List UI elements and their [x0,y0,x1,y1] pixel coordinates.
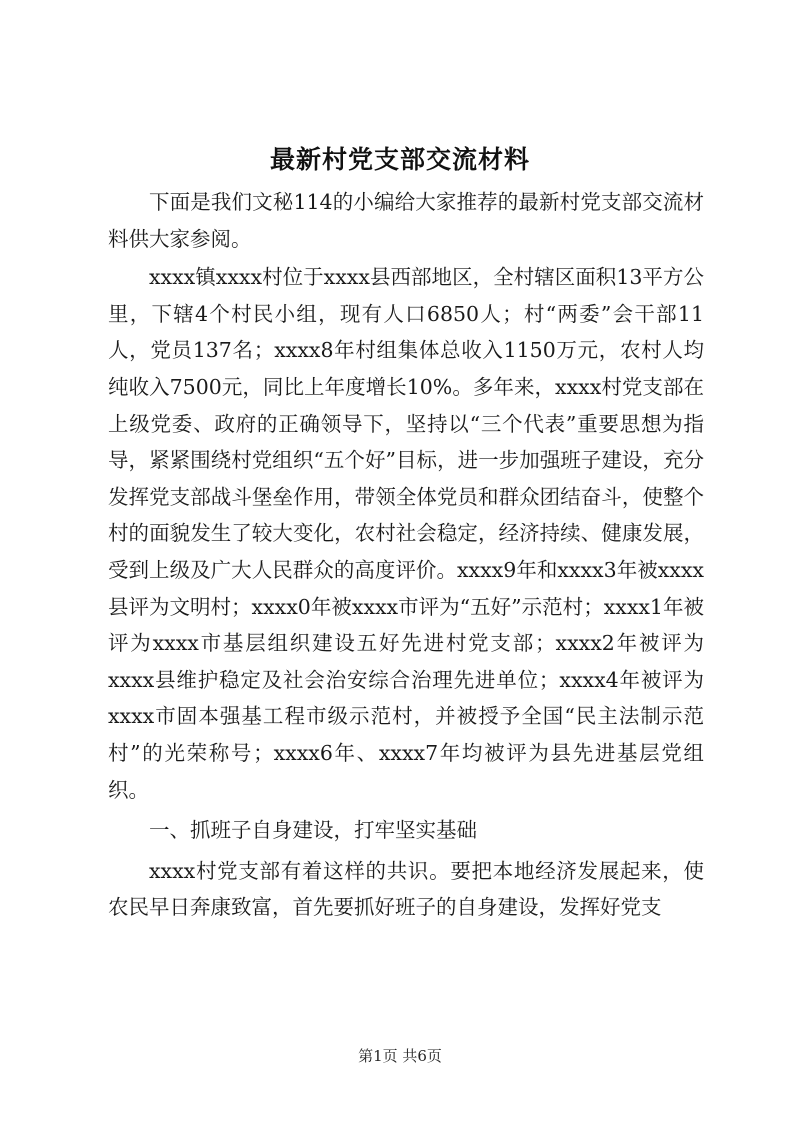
village-overview-paragraph: xxxx镇xxxx村位于xxxx县西部地区，全村辖区面积13平方公里，下辖4个村民小组，现有人口6850人；村“两委”会干部11人，党员137名；xxxx8年村组集体总收入1150万元，农村人均纯收入7500元，同比上年度增长10%。多年来，xxxx村党支部在上级党委、政府的正确领导下，坚持以“三个代表”重要思想为指导，紧紧围绕村党组织“五个好”目标，进一步加强班子建设，充分发挥党支部战斗堡垒作用，带领全体党员和群众团结奋斗，使整个村的面貌发生了较大变化，农村社会稳定，经济持续、健康发展，受到上级及广大人民群众的高度评价。xxxx9年和xxxx3年被xxxx县评为文明村；xxxx0年被xxxx市评为“五好”示范村；xxxx1年被评为xxxx市基层组织建设五好先进村党支部；xxxx2年被评为xxxx县维护稳定及社会治安综合治理先进单位；xxxx4年被评为xxxx市固本强基工程市级示范村，并被授予全国“民主法制示范村”的光荣称号；xxxx6年、xxxx7年均被评为县先进基层党组织。 [108,265,704,802]
intro-paragraph: 下面是我们文秘114的小编给大家推荐的最新村党支部交流材料供大家参阅。 [108,190,704,251]
section-paragraph: xxxx村党支部有着这样的共识。要把本地经济发展起来，使农民早日奔康致富，首先要抓好班子的自身建设，发挥好党支 [108,858,704,920]
page-footer: 第1页 共6页 [358,1047,442,1065]
section-heading: 一、抓班子自身建设，打牢坚实基础 [149,818,477,843]
document-body [108,184,704,930]
document-title: 最新村党支部交流材料 [269,145,530,174]
